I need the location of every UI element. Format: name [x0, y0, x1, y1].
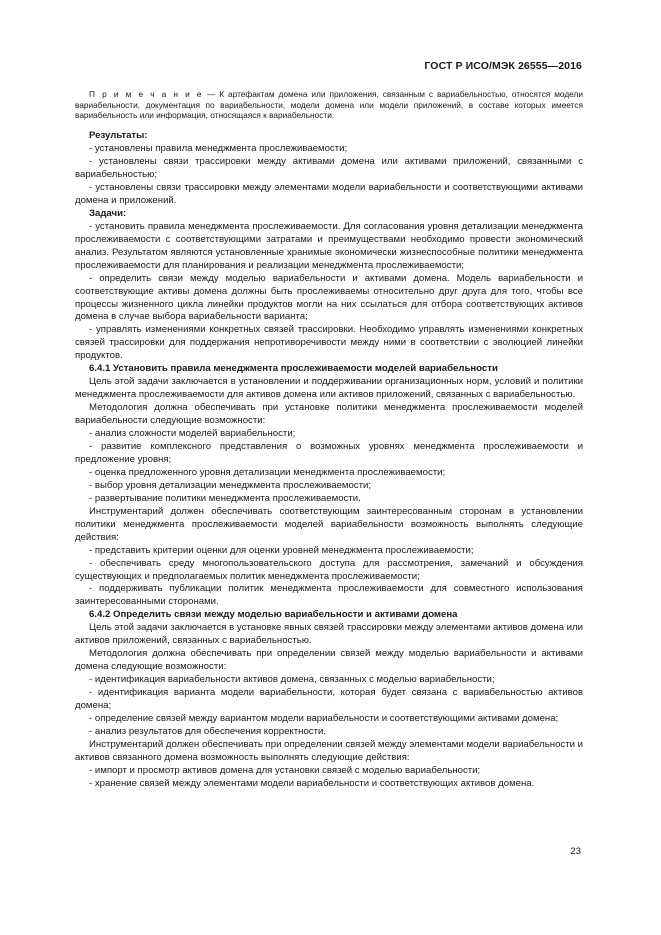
paragraph-list — [75, 130, 583, 791]
page-number: 23 — [570, 846, 581, 857]
paragraph: - идентификация вариабельности активов домена, связанных с моделью вариабельности; — [89, 674, 495, 686]
paragraph: - определить связи между моделью вариабельности и активами домена. Модель вариабельности и соответствующие активы домена должны быть прослеживаемы относительно друг друга для того, чтобы все процессы жизненного цикла линейки продуктов могли на них ссылаться для отбора соответствующих активов домена в случае выбора вариабельности варианта; — [75, 272, 583, 323]
paragraph: - развертывание политики менеджмента прослеживаемости. — [89, 492, 361, 504]
section-heading: 6.4.1 Установить правила менеджмента прослеживаемости моделей вариабельности — [89, 363, 498, 375]
section-heading: Задачи: — [89, 207, 127, 219]
paragraph: Методология должна обеспечивать при определении связей между моделью вариабельности и активами домена следующие возможности: — [75, 648, 583, 673]
paragraph: Инструментарий должен обеспечивать соответствующим заинтересованным сторонам в установлении политики менеджмента прослеживаемости моделей вариабельности возможность выполнять следующие действия: — [75, 505, 583, 543]
paragraph: - оценка предложенного уровня детализации менеджмента прослеживаемости; — [89, 466, 446, 478]
note-text: — К артефактам домена или приложения, связанным с вариабельностью, относятся модели вариабельности, документация по вариабельности, модели домена или модели приложений, в составе которых имеется вариабельность или информация, относящаяся к вариабельности. — [75, 89, 583, 121]
paragraph: - хранение связей между элементами модели вариабельности и соответствующих активов домена. — [89, 777, 535, 789]
paragraph: - представить критерии оценки для оценки уровней менеджмента прослеживаемости; — [89, 544, 474, 556]
paragraph: Инструментарий должен обеспечивать при определении связей между элементами модели вариабельности и активов связанного домена возможность выполнять следующие действия: — [75, 738, 583, 763]
document-header: ГОСТ Р ИСО/МЭК 26555—2016 — [424, 60, 582, 72]
paragraph: - идентификация варианта модели вариабельности, которая будет связана с вариабельностью активов домена; — [75, 687, 583, 712]
paragraph: - управлять изменениями конкретных связей трассировки. Необходимо управлять изменениями конкретных связей трассировки для поддержания непротиворечивости между ними в соответствии с эволюцией линейки продуктов. — [75, 324, 583, 362]
section-heading: 6.4.2 Определить связи между моделью вариабельности и активами домена — [89, 609, 458, 621]
section-heading: Результаты: — [89, 130, 148, 142]
page-body — [75, 89, 583, 791]
paragraph: - импорт и просмотр активов домена для установки связей с моделью вариабельности; — [89, 764, 481, 776]
paragraph: - установлены связи трассировки между активами домена или активами приложений, связанными с вариабельностью; — [75, 156, 583, 180]
paragraph: Цель этой задачи заключается в установлении и поддерживании организационных норм, условий и политики менеджмента прослеживаемости для активов домена или активов приложений, связанных с вариабельностью. — [75, 376, 583, 401]
paragraph: - анализ результатов для обеспечения корректности. — [89, 725, 326, 737]
paragraph: Цель этой задачи заключается в установке явных связей трассировки между элементами активов домена или активов приложений, связанных с вариабельностью. — [75, 622, 583, 647]
paragraph: - анализ сложности моделей вариабельности; — [89, 428, 296, 440]
paragraph: - поддерживать публикации политик менеджмента прослеживаемости для совместного использования заинтересованными сторонами. — [75, 583, 583, 608]
paragraph: - выбор уровня детализации менеджмента прослеживаемости; — [89, 479, 372, 491]
paragraph: Методология должна обеспечивать при установке политики менеджмента прослеживаемости моделей вариабельности следующие возможности: — [75, 402, 583, 427]
paragraph: - установить правила менеджмента прослеживаемости. Для согласования уровня детализации менеджмента прослеживаемости с соответствующими затратами и преимуществами необходимо провести экономический анализ. Результатом являются установленные хранимые экономически жизнеспособные политики менеджмента прослеживаемости для планирования и реализации менеджмента прослеживаемости; — [75, 220, 583, 271]
paragraph: - определение связей между вариантом модели вариабельности и соответствующими активами домена; — [89, 713, 559, 724]
note-block — [75, 89, 583, 121]
paragraph: - обеспечивать среду многопользовательского доступа для рассмотрения, замечаний и обсуждения существующих и предполагаемых политик менеджмента прослеживаемости; — [75, 557, 583, 582]
paragraph: - установлены связи трассировки между элементами модели вариабельности и соответствующими активами домена и приложений. — [75, 181, 583, 206]
paragraph: - установлены правила менеджмента прослеживаемости; — [89, 143, 348, 155]
note-label: П р и м е ч а н и е — [89, 89, 204, 99]
paragraph: - развитие комплексного представления о возможных уровнях менеджмента прослеживаемости и предложение уровня; — [75, 440, 583, 465]
